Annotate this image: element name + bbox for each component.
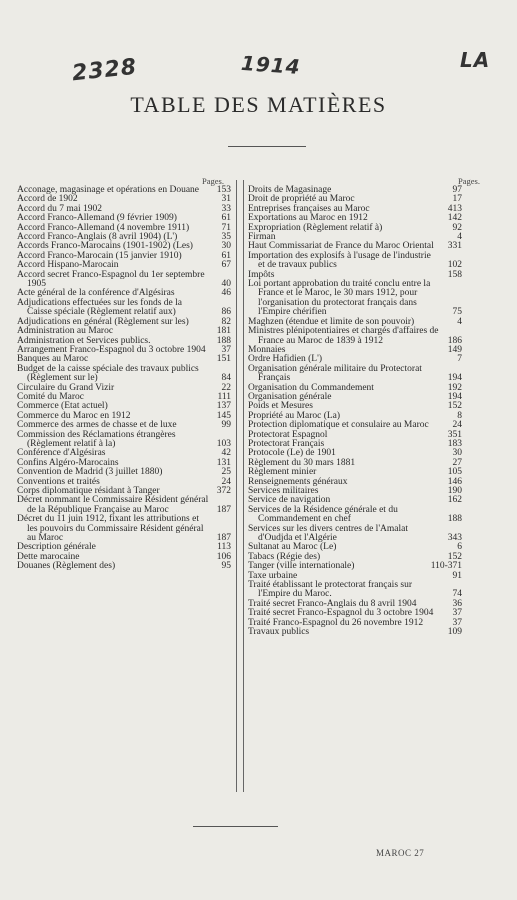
toc-entry xyxy=(248,280,462,318)
toc-entry-text: Protocole (Le) de 1901 xyxy=(248,448,336,459)
toc-entry-text: Traité secret Franco-Espagnol du 3 octobre 1904 xyxy=(248,608,434,619)
bottom-rule xyxy=(193,826,278,827)
toc-entry-text: Protection diplomatique et consulaire au Maroc xyxy=(248,420,429,431)
page-title: TABLE DES MATIÈRES xyxy=(130,92,387,117)
toc-entry-page: 99 xyxy=(221,420,231,431)
toc-entry-page: 343 xyxy=(447,533,462,544)
toc-entry xyxy=(248,525,462,544)
toc-entry-page: 188 xyxy=(447,514,462,525)
toc-entry-page: 37 xyxy=(221,344,231,355)
toc-entry-page: 372 xyxy=(216,486,231,496)
toc-entry-text: Acte général de la conférence d'Algésiras xyxy=(17,288,175,299)
toc-entry-text: Impôts xyxy=(248,269,275,280)
toc-entry-page: 71 xyxy=(221,222,231,233)
right-pages-label: Pages. xyxy=(458,176,480,186)
toc-entry-text: Accord Franco-Allemand (9 février 1909) xyxy=(17,213,177,224)
page-footer: MAROC 27 xyxy=(376,848,425,858)
toc-entry-text: Accords Franco-Marocains (1901-1902) (Les) xyxy=(17,241,193,252)
toc-entry-page: 25 xyxy=(221,467,231,478)
toc-entry-page: 37 xyxy=(452,608,462,619)
toc-entry xyxy=(248,327,462,346)
toc-entry-text: Règlement du 30 mars 1881 xyxy=(248,457,356,468)
toc-entry-page: 67 xyxy=(221,260,231,271)
handwritten-year: 1914 xyxy=(240,50,302,80)
toc-entry-page: 8 xyxy=(457,410,462,421)
toc-entry-text: Firman xyxy=(248,232,276,243)
toc-entry-text: Protectorat Français xyxy=(248,438,325,449)
toc-entry-page: 187 xyxy=(216,504,231,515)
toc-entry-page: 149 xyxy=(447,344,462,355)
toc-entry-text: Décret nommant le Commissaire Résident général de la République Française au Maroc xyxy=(17,495,209,515)
toc-entry-page: 7 xyxy=(457,354,462,365)
toc-entry-text: Commission des Réclamations étrangères (Règlement relatif à la) xyxy=(17,429,176,449)
toc-entry-text: Commerce des armes de chasse et de luxe xyxy=(17,420,177,431)
toc-entry-text: Accord Franco-Anglais (8 avril 1904) (L') xyxy=(17,232,178,243)
toc-entry-page: 91 xyxy=(452,570,462,581)
toc-entry-text: Service de navigation xyxy=(248,495,331,506)
toc-entry-page: 158 xyxy=(447,269,462,280)
toc-entry-page: 40 xyxy=(221,279,231,290)
toc-entry-page: 92 xyxy=(452,222,462,233)
toc-entry-text: Travaux publics xyxy=(248,627,310,638)
toc-entry xyxy=(248,252,462,271)
column-divider xyxy=(236,180,237,792)
toc-entry-page: 74 xyxy=(452,589,462,600)
toc-entry-text: Exportations au Maroc en 1912 xyxy=(248,213,368,224)
toc-entry xyxy=(17,562,231,571)
toc-entry-text: Droit de propriété au Maroc xyxy=(248,194,355,205)
toc-entry-page: 24 xyxy=(221,476,231,487)
toc-entry-text: Convention de Madrid (3 juillet 1880) xyxy=(17,467,163,478)
toc-entry-text: Traité secret Franco-Anglais du 8 avril 1904 xyxy=(248,598,417,609)
toc-entry-page: 351 xyxy=(447,429,462,440)
toc-entry-text: Commerce (Etat actuel) xyxy=(17,401,108,412)
toc-entry-text: Conférence d'Algésiras xyxy=(17,448,106,459)
toc-entry-text: Renseignements généraux xyxy=(248,476,348,487)
toc-entry-text: Comité du Maroc xyxy=(17,391,85,402)
toc-entry-page: 186 xyxy=(447,335,462,346)
toc-entry-text: Accord secret Franco-Espagnol du 1er septembre 1905 xyxy=(17,269,205,290)
toc-entry-page: 109 xyxy=(447,627,462,638)
toc-entry-text: Tanger (ville internationale) xyxy=(248,561,355,572)
toc-entry-page: 162 xyxy=(447,495,462,506)
toc-entry-page: 22 xyxy=(221,382,231,393)
toc-entry-page: 46 xyxy=(221,288,231,299)
toc-entry-text: Traité Franco-Espagnol du 26 novembre 1912 xyxy=(248,617,424,628)
toc-entry xyxy=(248,224,462,233)
toc-entry-page: 75 xyxy=(452,307,462,318)
toc-entry-page: 27 xyxy=(452,457,462,468)
toc-entry-page: 37 xyxy=(452,617,462,628)
toc-entry-text: Services militaires xyxy=(248,486,319,496)
toc-entry-text: Poids et Mesures xyxy=(248,401,313,412)
toc-entry-text: Circulaire du Grand Vizir xyxy=(17,382,115,393)
toc-entry-page: 188 xyxy=(216,335,231,346)
toc-entry-text: Description générale xyxy=(17,542,96,553)
toc-entry-page: 194 xyxy=(447,373,462,384)
toc-entry-page: 192 xyxy=(447,382,462,393)
toc-entry-text: Commerce du Maroc en 1912 xyxy=(17,410,131,421)
toc-entry-page: 30 xyxy=(221,241,231,252)
title-rule xyxy=(228,146,306,147)
toc-entry-page: 131 xyxy=(216,457,231,468)
toc-entry-text: Administration au Maroc xyxy=(17,326,114,337)
toc-entry-page: 61 xyxy=(221,213,231,224)
toc-entry-text: Organisation générale militaire du Protectorat Français xyxy=(248,363,422,384)
toc-entry-page: 6 xyxy=(457,542,462,553)
toc-entry xyxy=(248,506,462,525)
toc-entry xyxy=(17,365,231,384)
toc-entry-text: Douanes (Règlement des) xyxy=(17,561,116,572)
toc-entry-page: 97 xyxy=(452,185,462,195)
toc-entry-text: Sultanat au Maroc (Le) xyxy=(248,542,337,553)
toc-entry-page: 84 xyxy=(221,373,231,384)
toc-entry-text: Protectorat Espagnol xyxy=(248,429,328,440)
toc-entry-text: Banques au Maroc xyxy=(17,354,89,365)
toc-entry-page: 153 xyxy=(216,185,231,195)
toc-entry-page: 181 xyxy=(216,326,231,337)
toc-entry-page: 142 xyxy=(447,213,462,224)
toc-entry-page: 102 xyxy=(447,260,462,271)
toc-entry xyxy=(17,515,231,543)
toc-entry-page: 187 xyxy=(216,533,231,544)
toc-entry-text: Adjudications en général (Règlement sur les) xyxy=(17,316,189,327)
left-pages-label: Pages. xyxy=(202,176,224,186)
toc-entry xyxy=(17,496,231,515)
toc-entry-page: 194 xyxy=(447,391,462,402)
toc-entry-text: Traité établissant le protectorat français sur l'Empire du Maroc. xyxy=(248,580,412,600)
toc-entry-text: Administration et Services publics. xyxy=(17,335,151,346)
toc-entry-text: Décret du 11 juin 1912, fixant les attributions et les pouvoirs du Commissaire Résident général au Maroc xyxy=(17,514,204,544)
toc-entry-text: Corps diplomatique résidant à Tanger xyxy=(17,486,160,496)
toc-entry-page: 331 xyxy=(447,241,462,252)
toc-entry-page: 33 xyxy=(221,203,231,214)
toc-entry xyxy=(17,271,231,290)
toc-entry-page: 35 xyxy=(221,232,231,243)
toc-entry-page: 152 xyxy=(447,401,462,412)
toc-entry-page: 137 xyxy=(216,401,231,412)
toc-entry-page: 183 xyxy=(447,438,462,449)
right-column xyxy=(248,186,462,638)
toc-entry-page: 4 xyxy=(457,232,462,243)
toc-entry-text: Importation des explosifs à l'usage de l'industrie et de travaux publics xyxy=(248,250,431,271)
column-divider-inner xyxy=(243,180,244,792)
toc-entry-text: Loi portant approbation du traité conclu entre la France et le Maroc, le 30 mars 1912, pour l'organisation du protectorat français dans l'Empire chérifien xyxy=(248,279,431,318)
toc-entry-text: Confins Algéro-Marocains xyxy=(17,457,119,468)
toc-entry xyxy=(248,581,462,600)
toc-entry-text: Règlement minier xyxy=(248,467,317,478)
toc-entry-page: 61 xyxy=(221,250,231,261)
toc-entry-text: Services de la Résidence générale et du Commandement en chef xyxy=(248,504,398,525)
left-column xyxy=(17,186,231,572)
toc-entry-page: 24 xyxy=(452,420,462,431)
toc-entry-page: 103 xyxy=(216,438,231,449)
toc-entry-page: 111 xyxy=(217,391,231,402)
toc-entry-page: 151 xyxy=(216,354,231,365)
toc-entry-text: Expropriation (Règlement relatif à) xyxy=(248,222,383,233)
toc-entry-page: 106 xyxy=(216,551,231,562)
toc-entry-page: 146 xyxy=(447,476,462,487)
toc-entry xyxy=(17,299,231,318)
toc-entry-text: Services sur les divers centres de l'Amalat d'Oudjda et l'Algérie xyxy=(248,523,408,544)
toc-entry-text: Maghzen (étendue et limite de son pouvoir) xyxy=(248,316,415,327)
toc-entry-text: Tabacs (Régie des) xyxy=(248,551,321,562)
toc-entry xyxy=(17,431,231,450)
toc-entry-text: Adjudications effectuées sur les fonds de la Caisse spéciale (Règlement relatif aux) xyxy=(17,297,182,318)
toc-entry-text: Conventions et traités xyxy=(17,476,100,487)
toc-entry-page: 36 xyxy=(452,598,462,609)
toc-entry-text: Monnaies xyxy=(248,344,286,355)
toc-entry-text: Accord de 1902 xyxy=(17,194,78,205)
toc-entry-text: Organisation du Commandement xyxy=(248,382,374,393)
toc-entry-page: 95 xyxy=(221,561,231,572)
toc-entry-text: Ministres plénipotentiaires et chargés d'affaires de France au Maroc de 1839 à 1912 xyxy=(248,326,439,346)
toc-entry-page: 113 xyxy=(217,542,231,553)
toc-entry-text: Propriété au Maroc (La) xyxy=(248,410,341,421)
toc-entry-text: Organisation générale xyxy=(248,391,332,402)
toc-entry-text: Accord Franco-Allemand (4 novembre 1911) xyxy=(17,222,190,233)
toc-entry-text: Ordre Hafidien (L') xyxy=(248,354,322,365)
toc-entry-text: Acconage, magasinage et opérations en Douane xyxy=(17,185,200,195)
toc-entry-page: 82 xyxy=(221,316,231,327)
toc-entry-page: 42 xyxy=(221,448,231,459)
toc-entry-text: Taxe urbaine xyxy=(248,570,298,581)
toc-entry-text: Entreprises françaises au Maroc xyxy=(248,203,370,214)
toc-entry-text: Arrangement Franco-Espagnol du 3 octobre 1904 xyxy=(17,344,206,355)
handwritten-number-left: 2328 xyxy=(70,54,139,87)
toc-entry xyxy=(248,365,462,384)
toc-entry-page: 30 xyxy=(452,448,462,459)
toc-entry-text: Dette marocaine xyxy=(17,551,80,562)
toc-entry-page: 152 xyxy=(447,551,462,562)
toc-entry-page: 31 xyxy=(221,194,231,205)
toc-entry-page: 4 xyxy=(457,316,462,327)
toc-entry-page: 413 xyxy=(447,203,462,214)
toc-entry-text: Haut Commissariat de France du Maroc Oriental xyxy=(248,241,434,252)
toc-entry-page: 145 xyxy=(216,410,231,421)
toc-entry-page: 86 xyxy=(221,307,231,318)
toc-entry-page: 17 xyxy=(452,194,462,205)
toc-entry-text: Droits de Magasinage xyxy=(248,185,332,195)
toc-entry-text: Accord du 7 mai 1902 xyxy=(17,203,102,214)
toc-entry-text: Budget de la caisse spéciale des travaux publics (Règlement sur le) xyxy=(17,363,199,384)
toc-entry-page: 110-371 xyxy=(430,561,462,572)
toc-entry-text: Accord Hispano-Marocain xyxy=(17,260,119,271)
toc-entry-page: 105 xyxy=(447,467,462,478)
toc-entry-page: 190 xyxy=(447,486,462,496)
toc-entry-text: Accord Franco-Marocain (15 janvier 1910) xyxy=(17,250,182,261)
toc-entry xyxy=(248,628,462,637)
handwritten-mark-right: LA xyxy=(460,48,491,72)
